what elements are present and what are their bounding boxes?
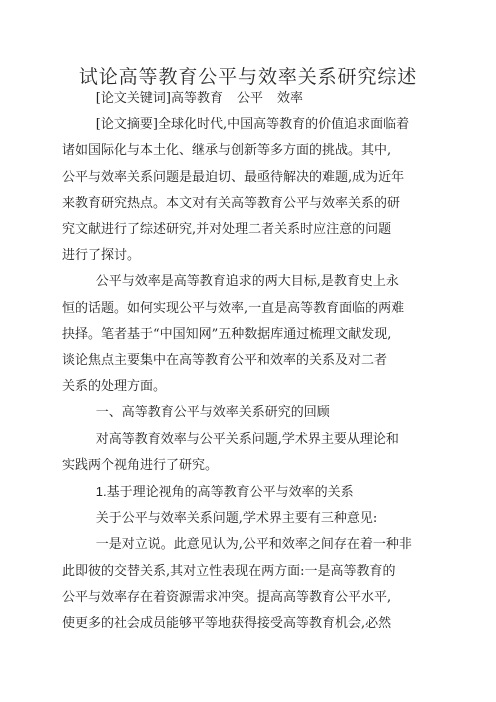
intro-line: 关系的处理方面。 (62, 379, 167, 395)
intro-line: 抉择。笔者基于“中国知网”五种数据库通过梳理文献发现, (62, 326, 392, 342)
abstract-line: 来教育研究热点。本文对有关高等教育公平与效率关系的研 (62, 195, 401, 211)
abstract-line: 进行了探讨。 (62, 248, 141, 264)
abstract-line: [论文摘要]全球化时代,中国高等教育的价值追求面临着 (95, 117, 410, 133)
intro-line: 恒的话题。如何实现公平与效率,一直是高等教育面临的两难 (62, 300, 405, 316)
section-line: 实践两个视角进行了研究。 (62, 457, 219, 473)
view1-line: 公平与效率存在着资源需求冲突。提高高等教育公平水平, (62, 589, 392, 605)
intro-paragraph (62, 269, 424, 400)
document-title: 试论高等教育公平与效率关系研究综述 (78, 66, 418, 88)
section-heading (62, 400, 424, 426)
section-heading-text: 一、高等教育公平与效率关系研究的回顾 (95, 405, 330, 421)
section-line: 对高等教育效率与公平关系问题,学术界主要从理论和 (95, 431, 399, 447)
intro-line: 公平与效率是高等教育追求的两大目标,是教育史上永 (95, 274, 399, 290)
subsection-heading-text: 基于理论视角的高等教育公平与效率的关系 (106, 485, 354, 501)
subsection-number: 1. (95, 484, 107, 500)
keywords-paragraph (62, 86, 424, 112)
keyword: 效率 (276, 91, 303, 106)
abstract-line: 究文献进行了综述研究,并对处理二者关系时应注意的问题 (62, 222, 392, 238)
abstract-line: 诸如国际化与本土化、继承与创新等多方面的挑战。其中, (62, 143, 392, 159)
view1-line: 一是对立说。此意见认为,公平和效率之间存在着一种非 (95, 537, 412, 553)
document-body (62, 86, 424, 637)
abstract-line: 公平与效率关系问题是最迫切、最亟待解决的难题,成为近年 (62, 169, 405, 185)
view1-line: 使更多的社会成员能够平等地获得接受高等教育机会,必然 (62, 616, 392, 632)
keyword: 公平 (236, 91, 263, 106)
keyword: 高等教育 (170, 91, 223, 106)
subsection-heading (62, 479, 424, 506)
abstract-paragraph (62, 112, 424, 269)
intro-line: 谈论焦点主要集中在高等教育公平和效率的关系及对二者 (62, 353, 388, 369)
view1-paragraph (62, 532, 424, 637)
keywords-label: [论文关键词] (95, 91, 171, 106)
view1-line: 此即彼的交替关系,其对立性表现在两方面:一是高等教育的 (62, 563, 396, 579)
section-paragraph (62, 427, 424, 479)
views-intro-paragraph (62, 506, 424, 532)
views-intro-text: 关于公平与效率关系问题,学术界主要有三种意见: (95, 511, 378, 527)
